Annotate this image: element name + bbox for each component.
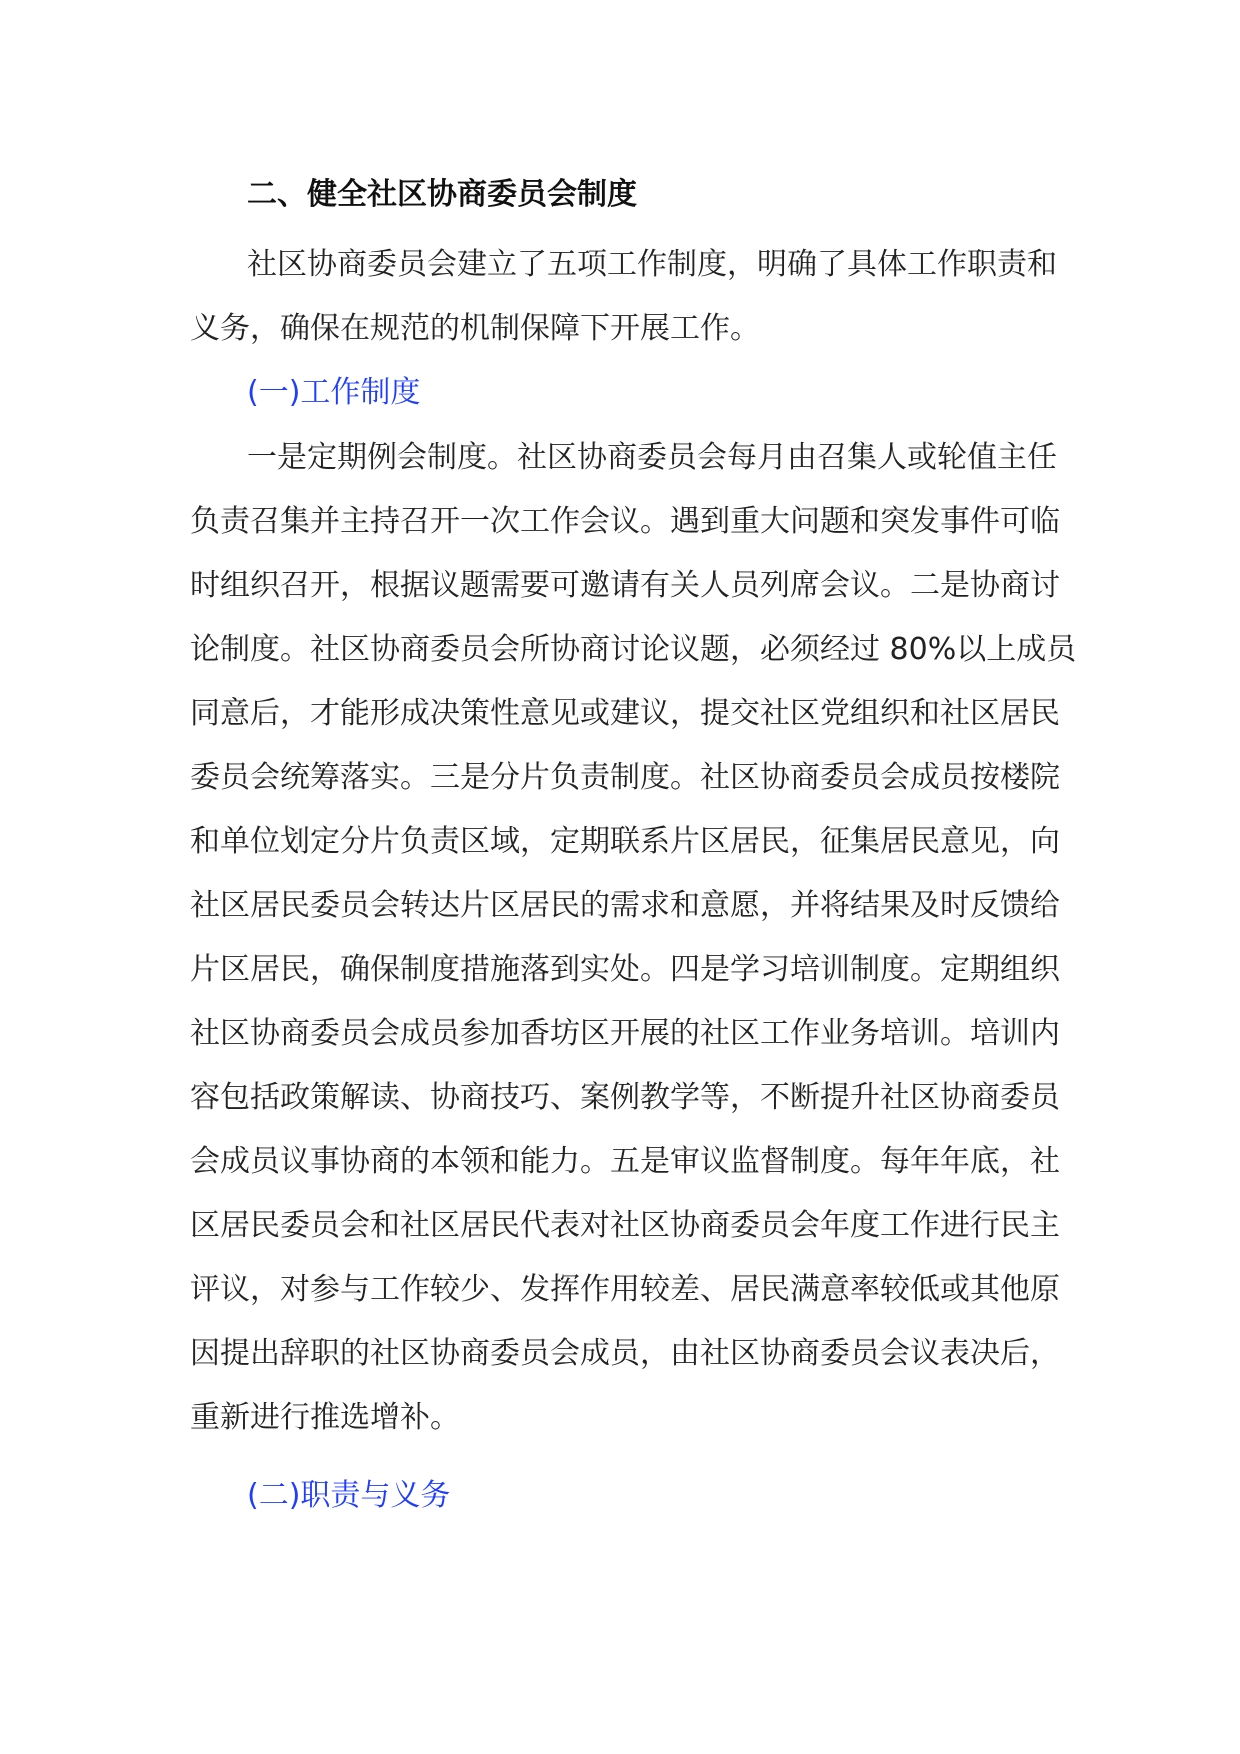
body-line-3: 时组织召开，根据议题需要可邀请有关人员列席会议。二是协商讨	[190, 568, 1060, 603]
subheading-duties: (二)职责与义务	[247, 1478, 451, 1513]
body-line-14: 评议，对参与工作较少、发挥作用较差、居民满意率较低或其他原	[190, 1272, 1060, 1307]
body-line-12: 会成员议事协商的本领和能力。五是审议监督制度。每年年底，社	[190, 1144, 1060, 1179]
body-line-11: 容包括政策解读、协商技巧、案例教学等，不断提升社区协商委员	[190, 1080, 1060, 1115]
intro-line-2: 义务，确保在规范的机制保障下开展工作。	[190, 311, 760, 346]
body-line-2: 负责召集并主持召开一次工作会议。遇到重大问题和突发事件可临	[190, 504, 1060, 539]
body-line-5: 同意后，才能形成决策性意见或建议，提交社区党组织和社区居民	[190, 696, 1060, 731]
body-line-16: 重新进行推选增补。	[190, 1400, 460, 1435]
body-line-7: 和单位划定分片负责区域，定期联系片区居民，征集居民意见，向	[190, 824, 1060, 859]
body-line-9: 片区居民，确保制度措施落到实处。四是学习培训制度。定期组织	[190, 952, 1060, 987]
body-line-8: 社区居民委员会转达片区居民的需求和意愿，并将结果及时反馈给	[190, 888, 1060, 923]
body-line-13: 区居民委员会和社区居民代表对社区协商委员会年度工作进行民主	[190, 1208, 1060, 1243]
body-line-1: 一是定期例会制度。社区协商委员会每月由召集人或轮值主任	[247, 440, 1057, 475]
body-line-10: 社区协商委员会成员参加香坊区开展的社区工作业务培训。培训内	[190, 1016, 1060, 1051]
intro-line-1: 社区协商委员会建立了五项工作制度，明确了具体工作职责和	[247, 247, 1057, 282]
section-heading: 二、健全社区协商委员会制度	[247, 177, 637, 212]
body-line-4: 论制度。社区协商委员会所协商讨论议题，必须经过 80%以上成员	[190, 632, 1077, 667]
body-line-6: 委员会统筹落实。三是分片负责制度。社区协商委员会成员按楼院	[190, 760, 1060, 795]
subheading-work-system: (一)工作制度	[247, 375, 421, 410]
body-line-15: 因提出辞职的社区协商委员会成员，由社区协商委员会议表决后，	[190, 1336, 1060, 1371]
